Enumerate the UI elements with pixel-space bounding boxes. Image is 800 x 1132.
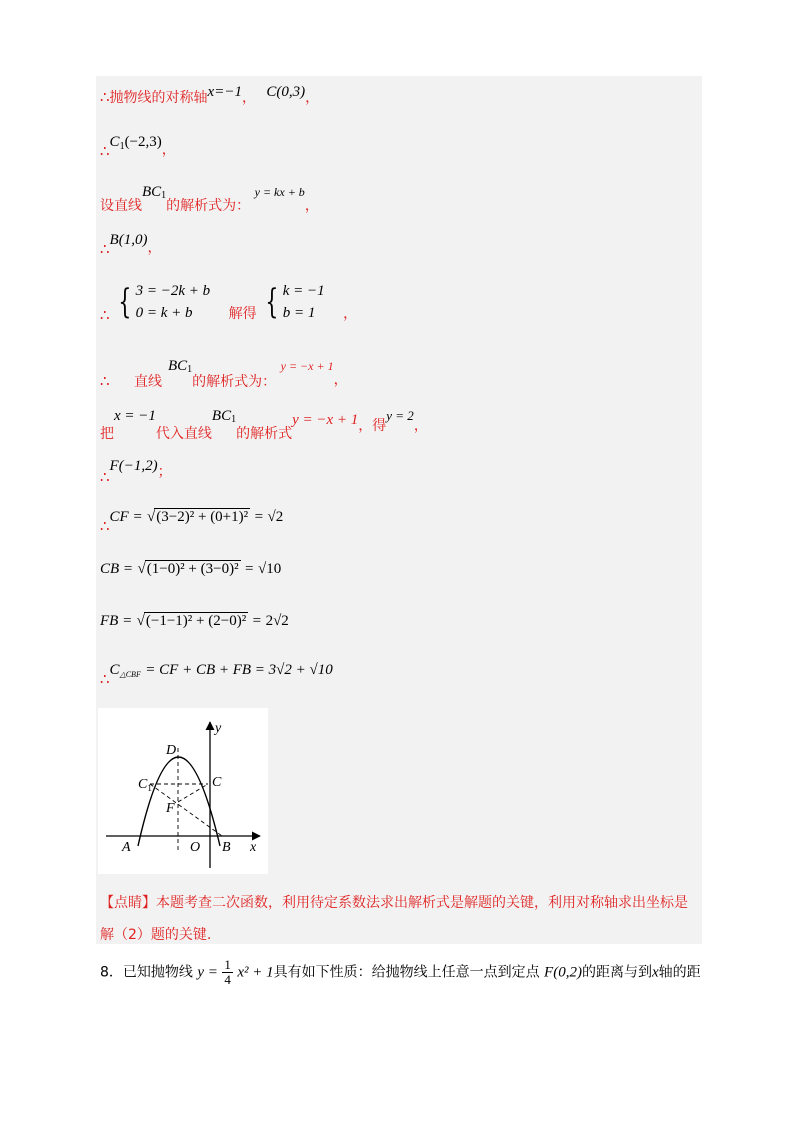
question-number: 8． [100,964,123,981]
label-c1: $C_1$ [138,777,152,793]
segment-fc [178,784,208,802]
solution-line-11: FB = √(−1−1)² + (2−0)² = 2√2 [100,613,289,629]
parabola-graph [98,708,268,874]
fraction: $\frac{1}{4}$ [224,957,231,987]
segment-c1b [150,784,222,836]
equation-system: 3 = −2k + b 0 = k + b [135,283,211,321]
label-b: B [222,840,231,855]
comment-line-2: 解（2）题的关键. [100,927,212,943]
therefore-symbol: ∴ [100,88,110,106]
solution-line-3: 设直线$BC^1$的解析式为： y = kx + b， [100,184,319,214]
solution-line-7: 把x = −1代入直线$BC^1$的解析式y = −x + 1，得y = 2， [100,408,428,442]
label-c: C [212,775,222,790]
solution-system: k = −1 b = 1 [282,283,325,321]
solution-line-8: ∴F(−1,2)； [100,458,172,486]
label-f: F [166,801,175,816]
solution-line-12: $\therefore C_{\triangle CBF}$ = CF + CB + FB = 3√2 + √10 [100,662,333,688]
solution-line-6: ∴ 直线$BC^1$的解析式为： y = −x + 1， [100,358,348,390]
question-8: 8．已知抛物线 y = $\frac{1}{4}$ x² + 1具有如下性质：给抛物线上任意一点到定点 F(0,2)的距离与到x轴的距 [100,957,701,987]
label-y: y [215,721,222,736]
solution-line-5: ∴ { 3 = −2k + b 0 = k + b 解得 { k = −1 b = 1 ， [100,282,358,324]
comment-line-1: 【点睛】本题考查二次函数，利用待定系数法求出解析式是解题的关键，利用对称轴求出坐标是 [100,895,688,911]
left-brace: { [265,282,279,322]
solution-line-4: ∴B(1,0)， [100,232,162,258]
solution-line-2: $\therefore C_1(-2,3)$， [100,134,176,160]
solution-line-1: ∴抛物线的对称轴x=−1， C(0,3)， [100,84,320,106]
label-a: A [122,840,131,855]
label-x: x [250,840,257,855]
left-brace: { [118,282,132,322]
radicand: (1−0)² + (3−0)² [146,561,239,577]
label-d: D [166,743,177,758]
solution-line-9: ∴CF = √(3−2)² + (0+1)² = √2 [100,509,284,535]
radicand: (−1−1)² + (2−0)² [145,613,247,629]
solution-line-10: CB = √(1−0)² + (3−0)² = √10 [100,561,282,577]
radicand: (3−2)² + (0+1)² [156,509,249,525]
label-o: O [190,840,201,855]
